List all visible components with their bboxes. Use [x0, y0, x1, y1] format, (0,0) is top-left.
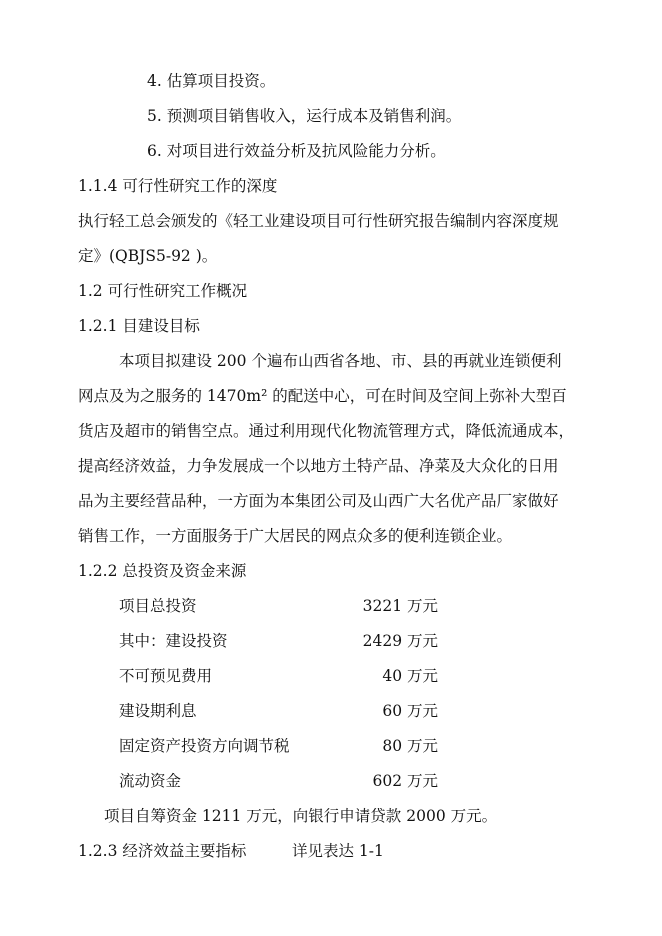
investment-amount: 602 万元 — [372, 772, 438, 790]
heading-1-2-2: 1.2.2 总投资及资金来源 — [78, 562, 247, 580]
list-item-6: 6. 对项目进行效益分析及抗风险能力分析。 — [147, 142, 446, 160]
investment-amount: 40 万元 — [382, 667, 438, 685]
heading-1-2-1: 1.2.1 目建设目标 — [78, 317, 200, 335]
list-item-5: 5. 预测项目销售收入，运行成本及销售利润。 — [147, 107, 462, 125]
goal-paragraph-line-2: 网点及为之服务的 1470m² 的配送中心，可在时间及空间上弥补大型百 — [78, 387, 567, 405]
goal-paragraph-line-3: 货店及超市的销售空点。通过利用现代化物流管理方式，降低流通成本， — [78, 422, 575, 440]
goal-paragraph-line-1: 本项目拟建设 200 个遍布山西省各地、市、县的再就业连锁便利 — [119, 352, 562, 370]
heading-1-1-4: 1.1.4 可行性研究工作的深度 — [78, 177, 278, 195]
list-item-4: 4. 估算项目投资。 — [147, 72, 276, 90]
investment-label: 项目总投资 — [119, 597, 197, 615]
heading-1-2-3: 1.2.3 经济效益主要指标 — [78, 842, 247, 860]
investment-label: 其中：建设投资 — [119, 632, 228, 650]
investment-amount: 3221 万元 — [362, 597, 438, 615]
table-reference: 详见表达 1-1 — [292, 842, 384, 860]
goal-paragraph-line-6: 销售工作，一方面服务于广大居民的网点众多的便利连锁企业。 — [78, 527, 513, 545]
heading-1-2: 1.2 可行性研究工作概况 — [78, 282, 248, 300]
investment-amount: 60 万元 — [382, 702, 438, 720]
investment-label: 流动资金 — [119, 772, 182, 790]
investment-amount: 2429 万元 — [362, 632, 438, 650]
investment-label: 不可预见费用 — [119, 667, 213, 685]
investment-label: 建设期利息 — [119, 702, 197, 720]
paragraph-standard-line-2: 定》(QBJS5-92 )。 — [78, 247, 218, 265]
goal-paragraph-line-5: 品为主要经营品种，一方面为本集团公司及山西广大名优产品厂家做好 — [78, 492, 559, 510]
investment-amount: 80 万元 — [382, 737, 438, 755]
investment-label: 固定资产投资方向调节税 — [119, 737, 290, 755]
goal-paragraph-line-4: 提高经济效益，力争发展成一个以地方土特产品、净菜及大众化的日用 — [78, 457, 559, 475]
paragraph-standard-line-1: 执行轻工总会颁发的《轻工业建设项目可行性研究报告编制内容深度规 — [78, 212, 559, 230]
funding-note: 项目自筹资金 1211 万元，向银行申请贷款 2000 万元。 — [104, 807, 498, 825]
